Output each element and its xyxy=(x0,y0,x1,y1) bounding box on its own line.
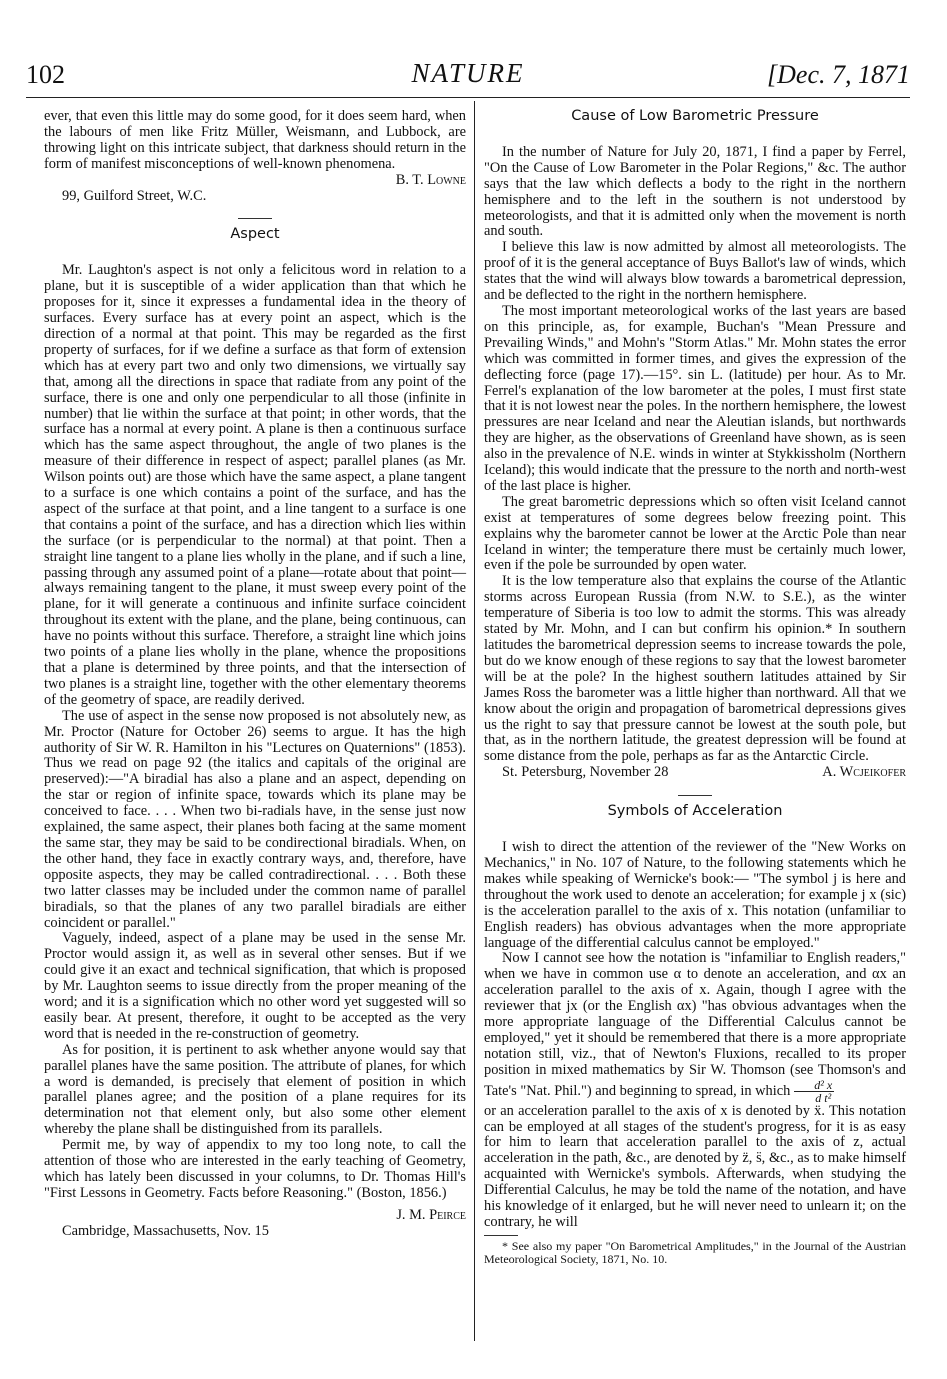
section-divider xyxy=(238,218,272,219)
pressure-paragraph: I believe this law is now admitted by almost all meteorologists. The proof of it is the general acceptance of Buys Ballot's law of winds, which states that the wind will always blow towards a barometrical depression, and be deflected to the right in the northern hemisphere. xyxy=(484,239,906,304)
journal-title: NATURE xyxy=(411,58,525,88)
symbols-paragraph-text: Now I cannot see how the notation is "infamiliar to English readers," when we have in common use α to denote an acceleration, and αx an acceleration parallel to the axis of x. Again, though I agree with the reviewer that jx (or the English αx) "has obvious advantages when the more appropriate language of the Differential Calculus cannot be employed," yet it should be remembered that there is a more appropriate notation still, viz., that of Newton's Fluxions, recalled to its proper position in mixed mathematics by Sir W. Thomson (see Thomson's and Tate's "Nat. Phil.") and beginning to spread, in which xyxy=(484,950,906,1099)
aspect-paragraph: The use of aspect in the sense now proposed is not absolutely new, as Mr. Proctor (Nature for October 26) seems to argue. It has the high authority of Sir W. R. Hamilton in his "Lectures on Quaternions" (1853). Thus we read on page 92 (the italics and capitals of the original are preserved):—"A biradial has also a plane and an aspect, depending on the star or region of infinite space, towards which its plane may be conceived to face. . . . When two bi-radials have, in the sense just now explained, the same aspect, their planes both facing at the same moment the same star, they may be said to be condirectional biradials. When, on the other hand, they face in exactly contrary ways, and, therefore, have opposite aspects, they may be called contradirectional. . . . Both these two latter classes may be included under the common name of parallel biradials, so that the planes of any two parallel biradials are either coincident or parallel." xyxy=(44,707,466,931)
pressure-heading: Cause of Low Barometric Pressure xyxy=(571,108,819,124)
pressure-paragraph: The most important meteorological works of the last years are based on this principle, as, for example, Buchan's "Mean Pressure and Prevailing Winds," and Mohn's "Storm Atlas." Mr. Mohn states the error which was committed in former times, and gives the expression of the deflecting force (page 17).—15°. sin L. (latitude) per hour. As to Mr. Ferrel's explanation of the low barometer at the poles, I must first state that it is not lowest near the poles. In the northern hemisphere, the lowest pressures are near Iceland and near the Aleutian islands, but northwards they are higher, as the observations of Greenland have shown, as is seen also in the prevalence of N.E. winds in winter at Stykkissholm (Northern Iceland); this would indicate that the pressure to the north and north-west of the last place is higher. xyxy=(484,302,906,494)
pressure-paragraph: In the number of Nature for July 20, 1871, I find a paper by Ferrel, "On the Cause of Low Barometer in the Polar Regions," &c. The author says that the law which deflects a body to the right in the northern hemisphere and to the left in the southern is not understood by meteorologists, and that it is admitted only when the movement is north and south. xyxy=(484,143,906,240)
peirce-signature: J. M. Peirce xyxy=(396,1206,466,1223)
aspect-paragraph: Vaguely, indeed, aspect of a plane may be used in the sense Mr. Proctor would assign it, as well as in several other senses. But if we could give it an exact and technical signification, that which is proposed by Mr. Laughton seems to issue directly from the proper meaning of the word; and it is a signification which no other word yet suggested will so easily bear. At present, therefore, it ought to be accepted as the very word that is needed in the re-construction of geometry. xyxy=(44,930,466,1042)
symbols-paragraph: I wish to direct the attention of the reviewer of the "New Works on Mechanics," in No. 107 of Nature, to the following statements which he makes while speaking of Wernicke's book:— "The symbol j is here and throughout the work used to denote an acceleration; for example j x (sic) is the acceleration parallel to the axis of x. This notation (unfamiliar to English readers) has obvious advantages when the more appropriate language of the differential calculus cannot be employed." xyxy=(484,839,906,951)
page-number: 102 xyxy=(26,60,65,89)
symbols-paragraph xyxy=(484,951,906,1103)
peirce-place-date: Cambridge, Massachusetts, Nov. 15 xyxy=(62,1222,269,1239)
right-column xyxy=(484,109,906,1266)
pressure-paragraph: The great barometric depressions which so often visit Iceland cannot exist at temperatures of some degrees below freezing point. This explains why the barometer cannot be lower at the Arctic Pole than near Iceland in winter; the temperature there must be certainly much lower, even if the pole be surrounded by open water. xyxy=(484,493,906,574)
aspect-paragraph: Permit me, by way of appendix to my too long note, to call the attention of those who are interested in the early teaching of Geometry, which has lately been discussed in your columns, to Dr. Thomas Hill's "First Lessons in Geometry. Facts before Reasoning." (Boston, 1856.) xyxy=(44,1137,466,1201)
symbols-paragraph: or an acceleration parallel to the axis of x is denoted by ẍ. This notation can be employed at all stages of the student's progress, for it is as easy for him to learn that acceleration parallel to the axis of z, actual acceleration in the path, &c., are denoted by z̈, s̈, &c., as to make himself acquainted with Wernicke's symbols. Afterwards, when studying the Differential Calculus, he may be told the name of the notation, and have his knowledge of it enlarged, but he will never need to unlearn it; on the contrary, he will xyxy=(484,1102,906,1230)
lowne-letter-end: ever, that even this little may do some good, for it does seem hard, when the labours of men like Fritz Müller, Weismann, and Lubbock, are throwing light on this intricate subject, that darkness should return in the form of manifest misconceptions of well-known phenomena. xyxy=(44,108,466,172)
page-header xyxy=(26,52,910,92)
issue-date: [Dec. 7, 1871 xyxy=(767,60,910,89)
lowne-signature: B. T. Lowne xyxy=(395,171,466,188)
fraction-numerator: d² x xyxy=(794,1079,834,1092)
lowne-address: 99, Guilford Street, W.C. xyxy=(62,187,207,204)
footnote: * See also my paper "On Barometrical Amplitudes," in the Journal of the Austrian Meteorological Society, 1871, No. 10. xyxy=(484,1238,906,1266)
aspect-paragraph: Mr. Laughton's aspect is not only a felicitous word in relation to a plane, but it is susceptible of a wider application than that which he proposes for it, since it expresses a fundamental idea in the theory of surfaces. Every surface has at every point an aspect, which is the direction of a normal at that point. This may be regarded as the first property of surfaces, for if we define a surface as that form of extension which has at every part two and only two dimensions, we virtually say that, among all the directions in space that radiate from any point of the surface, there is one and only one perpendicular to all those (infinite in number) that lie within the surface at that point; in other words, that the surface has a normal at every point. A plane is then a continuous surface which has the same aspect throughout, the angle of two planes is the measure of their difference in respect of aspect; parallel planes (as Mr. Wilson points out) are those which have the same aspect, a plane tangent to a surface is one which contains a point of the surface, and has the aspect of the surface at that point, and a line tangent to a surface is one that contains a point of the surface, and has a direction which lies within the surface (or is perpendicular to the normal) at that point. Then a straight line tangent to a plane lies wholly in the plane, and if such a line, passing through any assumed point of a plane—rotate about that point—always remaining tangent to the plane, it must sweep every point of the plane, for it will generate a continuous and infinite surface coincident throughout its extent with the plane, and the plane, being continuous, can have no points without this surface. Therefore, a straight line which joins two points of a plane lies wholly in the plane, whence the propositions that a plane is determined by three points, and that the intersection of two planes is a straight line, together with the other elementary theorems of the geometry of space, are readily derived. xyxy=(44,262,466,708)
acceleration-fraction xyxy=(794,1079,834,1104)
column-divider xyxy=(474,101,475,1341)
pressure-paragraph: It is the low temperature also that explains the course of the Atlantic storms across European Russia (from N.W. to S.E.), as the winter temperature of Siberia is too low to admit the storms. This was already stated by Mr. Mohn, and I can but confirm his opinion.* In southern latitudes the barometrical depression seems to increase towards the pole, but do we know enough of these regions to say that the lowest barometer will be at the pole? In the highest southern latitudes attained by Sir James Ross the barometer was a little higher than northward. All that we know about the origin and propagation of barometrical depressions gives us the right to say that pressure cannot be lowest at the south pole, but that, as in the northern latitude, the greatest depression will be found at some distance from the pole, perhaps as far as the Antarctic Circle. xyxy=(484,573,906,765)
symbols-heading: Symbols of Acceleration xyxy=(607,803,783,820)
footnote-divider xyxy=(484,1235,518,1236)
pressure-place-date: St. Petersburg, November 28 xyxy=(502,764,669,781)
left-column xyxy=(44,109,466,1240)
fraction-denominator: d t² xyxy=(815,1090,832,1105)
wcjeikofer-signature: A. Wcjeikofer xyxy=(822,764,906,781)
header-divider xyxy=(26,97,910,98)
aspect-paragraph: As for position, it is pertinent to ask whether anyone would say that parallel planes have the same position. The attribute of planes, for which a word is demanded, is precisely that element of position in which parallel planes agree; and the position of a plane requires for its determination not that element only, but also some other element whereby the plane shall be distinguished from its parallels. xyxy=(44,1041,466,1138)
section-divider xyxy=(678,795,712,796)
aspect-heading: Aspect xyxy=(230,226,280,243)
